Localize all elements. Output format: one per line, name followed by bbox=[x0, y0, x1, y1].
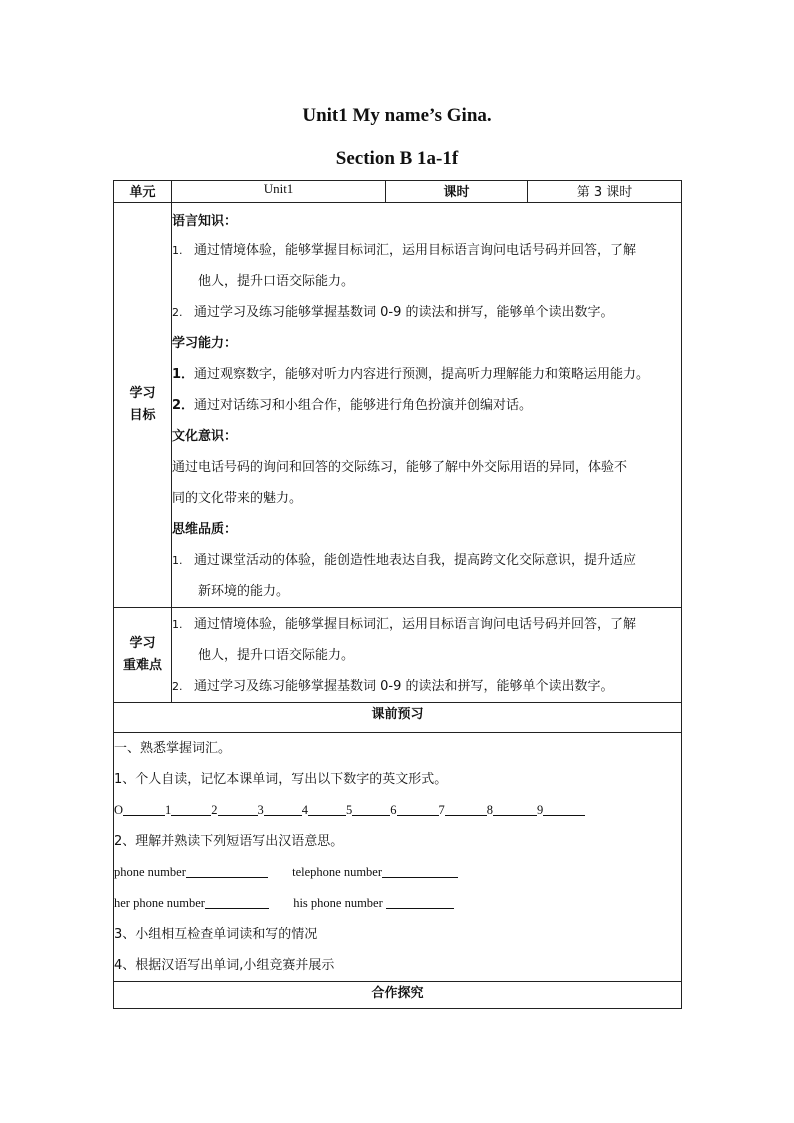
preview-content bbox=[114, 733, 682, 982]
digit-label: 5 bbox=[346, 803, 353, 817]
cooperation-heading: 合作探究 bbox=[114, 982, 682, 1009]
ca-line-1: 通过电话号码的询问和回答的交际练习，能够了解中外交际用语的异同，体验不 bbox=[172, 460, 628, 475]
phrase-line-2 bbox=[114, 888, 681, 919]
preview-line-2: 1、个人自读，记忆本课单词，写出以下数字的英文形式。 bbox=[114, 772, 448, 787]
cooperation-heading-row bbox=[114, 982, 682, 1009]
key-points-content bbox=[172, 608, 682, 703]
goals-label-line1: 学习 bbox=[129, 386, 156, 401]
digit-answer-blank[interactable] bbox=[218, 801, 258, 816]
cultural-awareness-heading: 文化意识： bbox=[172, 429, 238, 444]
document-subtitle: Section B 1a-1f bbox=[335, 148, 459, 169]
digit-label: 7 bbox=[438, 803, 445, 817]
kp-item-1: 1. 通过情境体验，能够掌握目标词汇，运用目标语言询问电话号码并回答，了解 bbox=[172, 617, 637, 632]
phrase-4: his phone number bbox=[293, 896, 383, 910]
language-knowledge-heading: 语言知识： bbox=[172, 214, 238, 229]
tq-item-1: 1. 通过课堂活动的体验，能创造性地表达自我，提高跨文化交际意识，提升适应 bbox=[172, 553, 637, 568]
digit-label: 1 bbox=[165, 803, 172, 817]
lk-item-1-cont: 他人，提升口语交际能力。 bbox=[198, 274, 355, 289]
kp-item-1-cont: 他人，提升口语交际能力。 bbox=[198, 648, 355, 663]
digits-line bbox=[114, 795, 681, 826]
preview-heading-row bbox=[114, 703, 682, 733]
phrase-2-blank[interactable] bbox=[382, 863, 458, 878]
digit-answer-blank[interactable] bbox=[171, 801, 211, 816]
lk-item-1: 1. 通过情境体验，能够掌握目标词汇，运用目标语言询问电话号码并回答，了解 bbox=[172, 243, 637, 258]
phrase-1-blank[interactable] bbox=[186, 863, 268, 878]
key-points-row bbox=[114, 608, 682, 703]
digit-label: 9 bbox=[537, 803, 544, 817]
digit-label: 3 bbox=[257, 803, 264, 817]
lesson-label: 课时 bbox=[386, 181, 528, 203]
goals-row bbox=[114, 203, 682, 608]
digit-answer-blank[interactable] bbox=[445, 801, 487, 816]
kp-item-2: 2. 通过学习及练习能够掌握基数词 0-9 的读法和拼写，能够单个读出数字。 bbox=[172, 679, 614, 694]
key-points-label-line2: 重难点 bbox=[122, 658, 162, 673]
la-item-1: 1．通过观察数字，能够对听力内容进行预测，提高听力理解能力和策略运用能力。 bbox=[172, 367, 650, 382]
digit-answer-blank[interactable] bbox=[543, 801, 585, 816]
header-row bbox=[114, 181, 682, 203]
phrase-3: her phone number bbox=[114, 896, 205, 910]
thinking-quality-heading: 思维品质： bbox=[172, 522, 238, 537]
la-item-2: 2．通过对话练习和小组合作，能够进行角色扮演并创编对话。 bbox=[172, 398, 533, 413]
digit-answer-blank[interactable] bbox=[264, 801, 302, 816]
lesson-plan-table bbox=[113, 180, 682, 1009]
digit-answer-blank[interactable] bbox=[493, 801, 537, 816]
learning-ability-heading: 学习能力： bbox=[172, 336, 238, 351]
digit-answer-blank[interactable] bbox=[397, 801, 439, 816]
phrase-line-1 bbox=[114, 857, 681, 888]
goals-label bbox=[114, 203, 172, 608]
ca-line-2: 同的文化带来的魅力。 bbox=[172, 491, 303, 506]
digit-label: O bbox=[114, 803, 124, 817]
digit-answer-blank[interactable] bbox=[352, 801, 390, 816]
preview-line-8: 4、根据汉语写出单词,小组竞赛并展示 bbox=[114, 958, 335, 973]
goals-content bbox=[172, 203, 682, 608]
preview-heading: 课前预习 bbox=[114, 703, 682, 733]
preview-line-1: 一、熟悉掌握词汇。 bbox=[114, 741, 232, 756]
lk-item-2: 2. 通过学习及练习能够掌握基数词 0-9 的读法和拼写，能够单个读出数字。 bbox=[172, 305, 614, 320]
preview-row bbox=[114, 733, 682, 982]
phrase-2: telephone number bbox=[292, 865, 383, 879]
goals-label-line2: 目标 bbox=[129, 408, 156, 423]
digit-label: 8 bbox=[486, 803, 494, 817]
key-points-label bbox=[114, 608, 172, 703]
preview-line-4: 2、理解并熟读下列短语写出汉语意思。 bbox=[114, 834, 344, 849]
unit-label: 单元 bbox=[114, 181, 172, 203]
phrase-1: phone number bbox=[114, 865, 186, 879]
lesson-value: 第 3 课时 bbox=[528, 181, 682, 203]
tq-item-1-cont: 新环境的能力。 bbox=[198, 584, 290, 599]
digit-answer-blank[interactable] bbox=[308, 801, 346, 816]
key-points-label-line1: 学习 bbox=[129, 636, 156, 651]
digit-label: 4 bbox=[301, 803, 309, 817]
document-title: Unit1 My name’s Gina. bbox=[302, 105, 492, 126]
digit-label: 6 bbox=[390, 803, 397, 817]
digit-label: 2 bbox=[211, 803, 218, 817]
phrase-3-blank[interactable] bbox=[205, 894, 269, 909]
preview-line-7: 3、小组相互检查单词读和写的情况 bbox=[114, 927, 318, 942]
digit-answer-blank[interactable] bbox=[123, 801, 165, 816]
phrase-4-blank[interactable] bbox=[386, 894, 454, 909]
unit-value: Unit1 bbox=[172, 181, 386, 203]
